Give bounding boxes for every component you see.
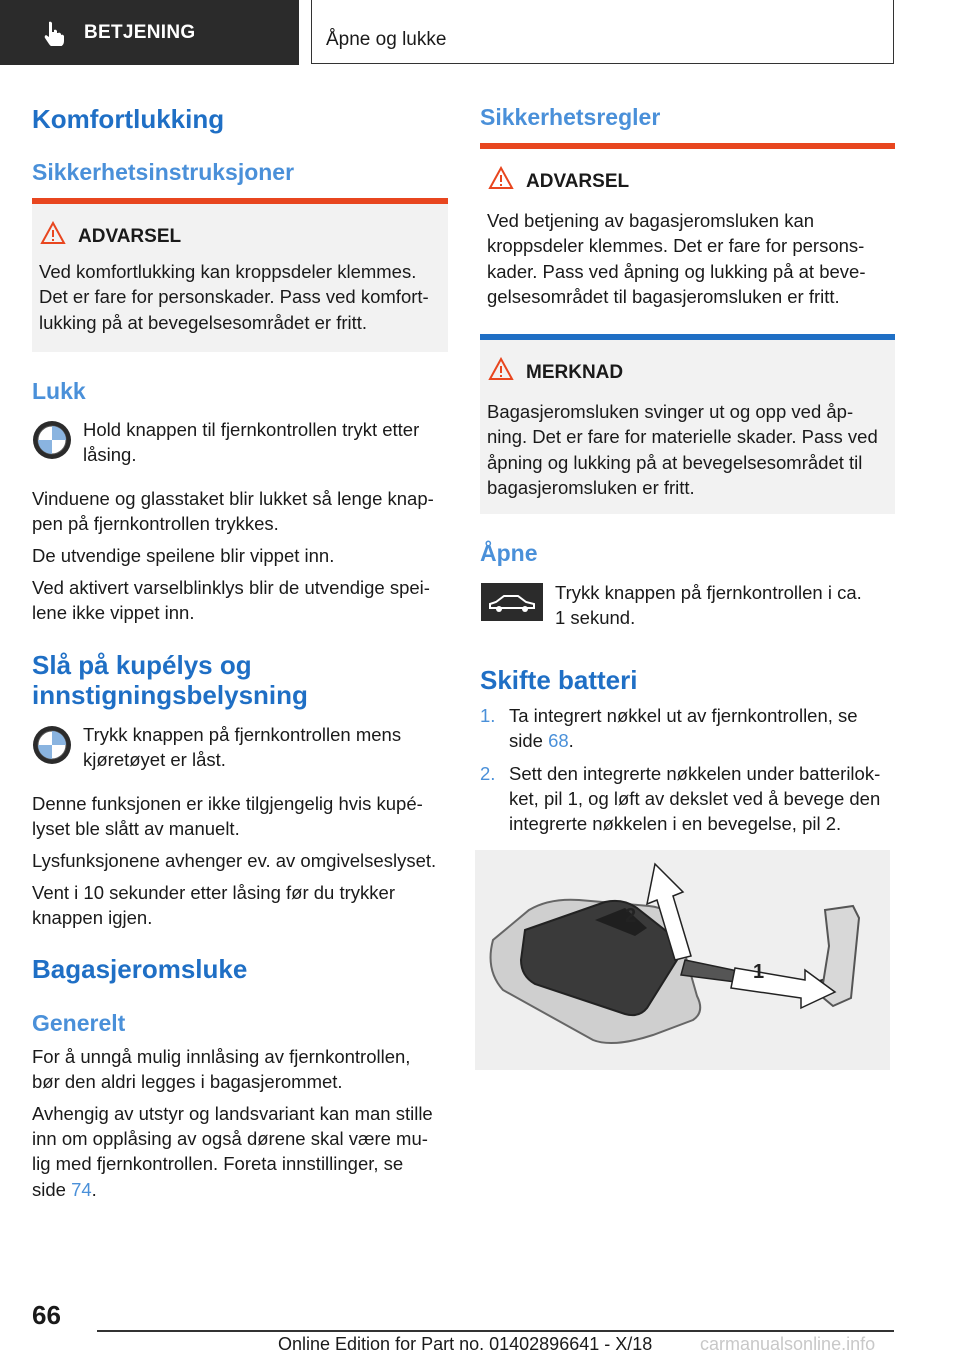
text-line: bør den aldri legges i bagasjerommet. [32, 1071, 343, 1092]
note-box-merknad [480, 334, 895, 514]
watermark: carmanualsonline.info [700, 1334, 876, 1354]
heading-kupelys-2: innstigningsbelysning [32, 680, 308, 710]
text-line: For å unngå mulig innlåsing av fjernkontrollen, [32, 1046, 411, 1067]
note-line: åpning og lukking på at bevegelsesområdet til [487, 452, 863, 473]
note-title: MERKNAD [526, 362, 624, 383]
step-number: 1. [480, 705, 496, 726]
warning-line: Ved komfortlukking kan kroppsdeler klemmes. [39, 261, 417, 282]
key-fob-drawing [475, 850, 890, 1070]
text-fragment: . [91, 1179, 97, 1200]
text-line: 1 sekund. [555, 607, 636, 628]
note-line: ning. Det er fare for materielle skader. Pass ved [487, 426, 878, 447]
hand-pointer-icon [40, 20, 66, 46]
warning-box-komfort [32, 198, 448, 352]
warning-triangle-icon [488, 357, 514, 381]
text-line: Vinduene og glasstaket blir lukket så lenge knap- [32, 488, 434, 509]
text-line: Trykk knappen på fjernkontrollen mens [83, 724, 402, 745]
heading-lukk: Lukk [32, 378, 86, 404]
heading-komfortlukking: Komfortlukking [32, 104, 225, 134]
text-line: Denne funksjonen er ikke tilgjengelig hvis kupé- [32, 793, 423, 814]
remote-lock-button-icon [32, 725, 72, 765]
page-ref-link-68[interactable]: 68 [548, 730, 569, 751]
step-line: ket, pil 1, og løft av dekslet ved å bevege den [509, 788, 881, 809]
text-fragment: . [568, 730, 574, 751]
warning-title: ADVARSEL [526, 171, 630, 192]
step-line: Ta integrert nøkkel ut av fjernkontrollen, se [509, 705, 858, 726]
chapter-title: Åpne og lukke [326, 29, 447, 50]
warning-line: kroppsdeler klemmes. Det er fare for persons- [487, 235, 865, 256]
warning-box-bagasje [480, 143, 895, 313]
step-line: integrerte nøkkelen i en bevegelse, pil 2. [509, 813, 842, 834]
chapter-header [311, 0, 894, 64]
warning-line: kader. Pass ved åpning og lukking på at beve- [487, 261, 866, 282]
text-line: kjøretøyet er låst. [83, 749, 226, 770]
warning-line: Ved betjening av bagasjeromsluken kan [487, 210, 815, 231]
step-line: Sett den integrerte nøkkelen under batterilok- [509, 763, 881, 784]
text-line: Ved aktivert varselblinklys blir de utvendige spei- [32, 577, 430, 598]
text-line-with-ref [32, 1177, 97, 1202]
trunk-open-button-icon [480, 582, 544, 622]
text-line: låsing. [83, 444, 137, 465]
warning-title: ADVARSEL [78, 226, 182, 247]
warning-line: gelsesområdet til bagasjeromsluken er fritt. [487, 286, 840, 307]
text-line: Avhengig av utstyr og landsvariant kan man stille [32, 1103, 433, 1124]
text-line: De utvendige speilene blir vippet inn. [32, 545, 335, 566]
step-number: 2. [480, 763, 496, 784]
heading-sikkerhetsregler: Sikkerhetsregler [480, 104, 661, 130]
page-number: 66 [32, 1300, 61, 1330]
arrow-label-2: 2 [625, 905, 637, 927]
warning-line: lukking på at bevegelsesområdet er fritt. [39, 312, 368, 333]
text-line: lig med fjernkontrollen. Foreta innstillinger, se [32, 1153, 404, 1174]
page-ref-link-74[interactable]: 74 [71, 1179, 92, 1200]
heading-generelt: Generelt [32, 1010, 126, 1036]
text-line: inn om opplåsing av også dørene skal være mu- [32, 1128, 428, 1149]
remote-lock-button-icon [32, 420, 72, 460]
heading-sikkerhetsinstruksjoner: Sikkerhetsinstruksjoner [32, 159, 295, 185]
text-line: Vent i 10 sekunder etter låsing før du trykker [32, 882, 395, 903]
text-line: knappen igjen. [32, 907, 153, 928]
text-line: pen på fjernkontrollen trykkes. [32, 513, 279, 534]
text-line: Trykk knappen på fjernkontrollen i ca. [555, 582, 862, 603]
footer-edition: Online Edition for Part no. 01402896641 - X/18 [278, 1334, 653, 1354]
key-fob-illustration [475, 850, 890, 1070]
note-line: Bagasjeromsluken svinger ut og opp ved åp- [487, 401, 854, 422]
text-line: lene ikke vippet inn. [32, 602, 195, 623]
heading-kupelys: Slå på kupélys og [32, 650, 252, 680]
section-label: BETJENING [84, 21, 196, 43]
text-line: lyset ble slått av manuelt. [32, 818, 240, 839]
text-fragment: side [32, 1179, 72, 1200]
section-tab [0, 0, 299, 65]
note-line: bagasjeromsluken er fritt. [487, 477, 695, 498]
heading-bagasjeromsluke: Bagasjeromsluke [32, 954, 248, 984]
warning-triangle-icon [488, 166, 514, 190]
text-line: Lysfunksjonene avhenger ev. av omgivelseslyset. [32, 850, 437, 871]
warning-line: Det er fare for personskader. Pass ved komfort- [39, 286, 429, 307]
heading-skifte-batteri: Skifte batteri [480, 665, 638, 695]
text-line: Hold knappen til fjernkontrollen trykt etter [83, 419, 420, 440]
text-fragment: side [509, 730, 549, 751]
heading-aapne: Åpne [480, 540, 538, 566]
warning-triangle-icon [40, 221, 66, 245]
step-line-with-ref [509, 728, 574, 753]
footer-divider [97, 1330, 894, 1332]
arrow-label-1: 1 [753, 961, 765, 983]
